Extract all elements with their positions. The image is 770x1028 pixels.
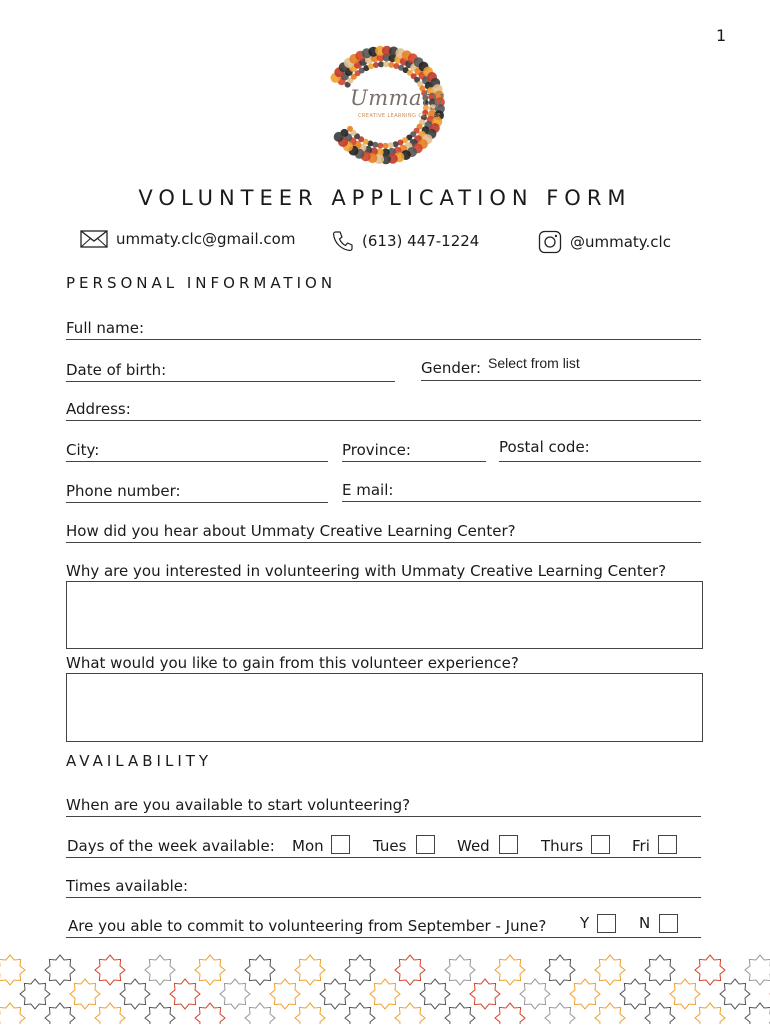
pattern-star [0, 955, 25, 985]
hear-about-field[interactable] [66, 542, 701, 543]
day-mon-label: Mon [292, 837, 324, 855]
instagram-icon [538, 230, 562, 254]
contact-email [80, 230, 295, 248]
phone-icon [332, 230, 354, 252]
phone-label: Phone number: [66, 482, 181, 500]
day-thurs-checkbox[interactable] [591, 835, 610, 854]
section-availability-heading: AVAILABILITY [66, 752, 213, 770]
envelope-icon [80, 230, 108, 248]
times-field[interactable] [66, 897, 701, 898]
pattern-star [345, 1003, 375, 1024]
email-label: E mail: [342, 481, 394, 499]
full-name-field[interactable] [148, 339, 701, 340]
day-wed-label: Wed [457, 837, 490, 855]
pattern-star [570, 979, 600, 1009]
pattern-star [320, 979, 350, 1009]
commit-underline [66, 937, 701, 938]
pattern-star [545, 955, 575, 985]
pattern-star [445, 955, 475, 985]
pattern-star [520, 979, 550, 1009]
why-interested-textarea[interactable] [66, 581, 703, 649]
city-field[interactable] [66, 461, 328, 462]
pattern-star [295, 1003, 325, 1024]
pattern-star [95, 955, 125, 985]
pattern-star [95, 1003, 125, 1024]
days-label: Days of the week available: [67, 837, 275, 855]
why-interested-label: Why are you interested in volunteering with Ummaty Creative Learning Center? [66, 562, 667, 580]
pattern-star [195, 1003, 225, 1024]
pattern-star [695, 955, 725, 985]
contact-instagram-text: @ummaty.clc [570, 233, 671, 251]
form-title: VOLUNTEER APPLICATION FORM [138, 186, 632, 210]
pattern-star [45, 1003, 75, 1024]
commit-label: Are you able to commit to volunteering from September - June? [68, 917, 547, 935]
city-label: City: [66, 441, 100, 459]
gain-label: What would you like to gain from this volunteer experience? [66, 654, 519, 672]
day-tues-label: Tues [373, 837, 407, 855]
address-label: Address: [66, 400, 131, 418]
pattern-star [145, 1003, 175, 1024]
pattern-star [395, 955, 425, 985]
pattern-star [645, 955, 675, 985]
pattern-star [370, 979, 400, 1009]
logo-subtitle: CREATIVE LEARNING CENTRE [358, 113, 441, 119]
pattern-star [720, 979, 750, 1009]
gender-underline [421, 380, 701, 381]
full-name-underline [66, 339, 148, 340]
pattern-star [695, 1003, 725, 1024]
province-label: Province: [342, 441, 411, 459]
contact-phone-text: (613) 447-1224 [362, 232, 480, 250]
dob-field[interactable] [66, 381, 395, 382]
pattern-star [195, 955, 225, 985]
pattern-star [620, 979, 650, 1009]
pattern-star [745, 1003, 770, 1024]
postal-code-field[interactable] [499, 461, 701, 462]
logo-name: Ummaty [350, 86, 444, 110]
pattern-star [670, 979, 700, 1009]
commit-yes-checkbox[interactable] [597, 914, 616, 933]
hear-about-label: How did you hear about Ummaty Creative Learning Center? [66, 522, 516, 540]
postal-code-label: Postal code: [499, 438, 590, 456]
email-field[interactable] [342, 501, 701, 502]
pattern-star [120, 979, 150, 1009]
page-number: 1 [716, 26, 727, 45]
commit-no-label: N [639, 914, 651, 932]
pattern-star [270, 979, 300, 1009]
pattern-star [245, 955, 275, 985]
full-name-label: Full name: [66, 319, 145, 337]
pattern-star [545, 1003, 575, 1024]
days-underline [66, 857, 701, 858]
pattern-star [0, 1003, 25, 1024]
day-tues-checkbox[interactable] [416, 835, 435, 854]
gender-select[interactable]: Select from list [488, 355, 580, 371]
pattern-star [495, 955, 525, 985]
pattern-star [345, 955, 375, 985]
dob-label: Date of birth: [66, 361, 167, 379]
commit-no-checkbox[interactable] [659, 914, 678, 933]
address-field[interactable] [66, 420, 701, 421]
contact-instagram [538, 230, 671, 254]
start-date-label: When are you available to start volunteering? [66, 796, 411, 814]
section-personal-heading: PERSONAL INFORMATION [66, 274, 337, 292]
pattern-star [45, 955, 75, 985]
gain-textarea[interactable] [66, 673, 703, 742]
pattern-star [595, 955, 625, 985]
pattern-star [145, 955, 175, 985]
ummaty-logo [318, 42, 450, 168]
pattern-star [745, 955, 770, 985]
pattern-star [170, 979, 200, 1009]
pattern-star [445, 1003, 475, 1024]
pattern-star [395, 1003, 425, 1024]
pattern-star [495, 1003, 525, 1024]
pattern-star [595, 1003, 625, 1024]
pattern-star [220, 979, 250, 1009]
commit-yes-label: Y [580, 914, 590, 932]
province-field[interactable] [342, 461, 486, 462]
gender-label: Gender: [421, 359, 482, 377]
day-mon-checkbox[interactable] [331, 835, 350, 854]
pattern-star [70, 979, 100, 1009]
day-wed-checkbox[interactable] [499, 835, 518, 854]
pattern-star [420, 979, 450, 1009]
pattern-star [645, 1003, 675, 1024]
times-label: Times available: [66, 877, 189, 895]
decorative-star-pattern [0, 954, 770, 1024]
day-thurs-label: Thurs [541, 837, 584, 855]
day-fri-checkbox[interactable] [658, 835, 677, 854]
pattern-star [20, 979, 50, 1009]
start-date-field[interactable] [66, 816, 701, 817]
day-fri-label: Fri [632, 837, 650, 855]
pattern-star [295, 955, 325, 985]
contact-email-text: ummaty.clc@gmail.com [116, 230, 296, 248]
pattern-star [470, 979, 500, 1009]
phone-field[interactable] [66, 502, 328, 503]
contact-phone [332, 230, 479, 252]
pattern-star [245, 1003, 275, 1024]
